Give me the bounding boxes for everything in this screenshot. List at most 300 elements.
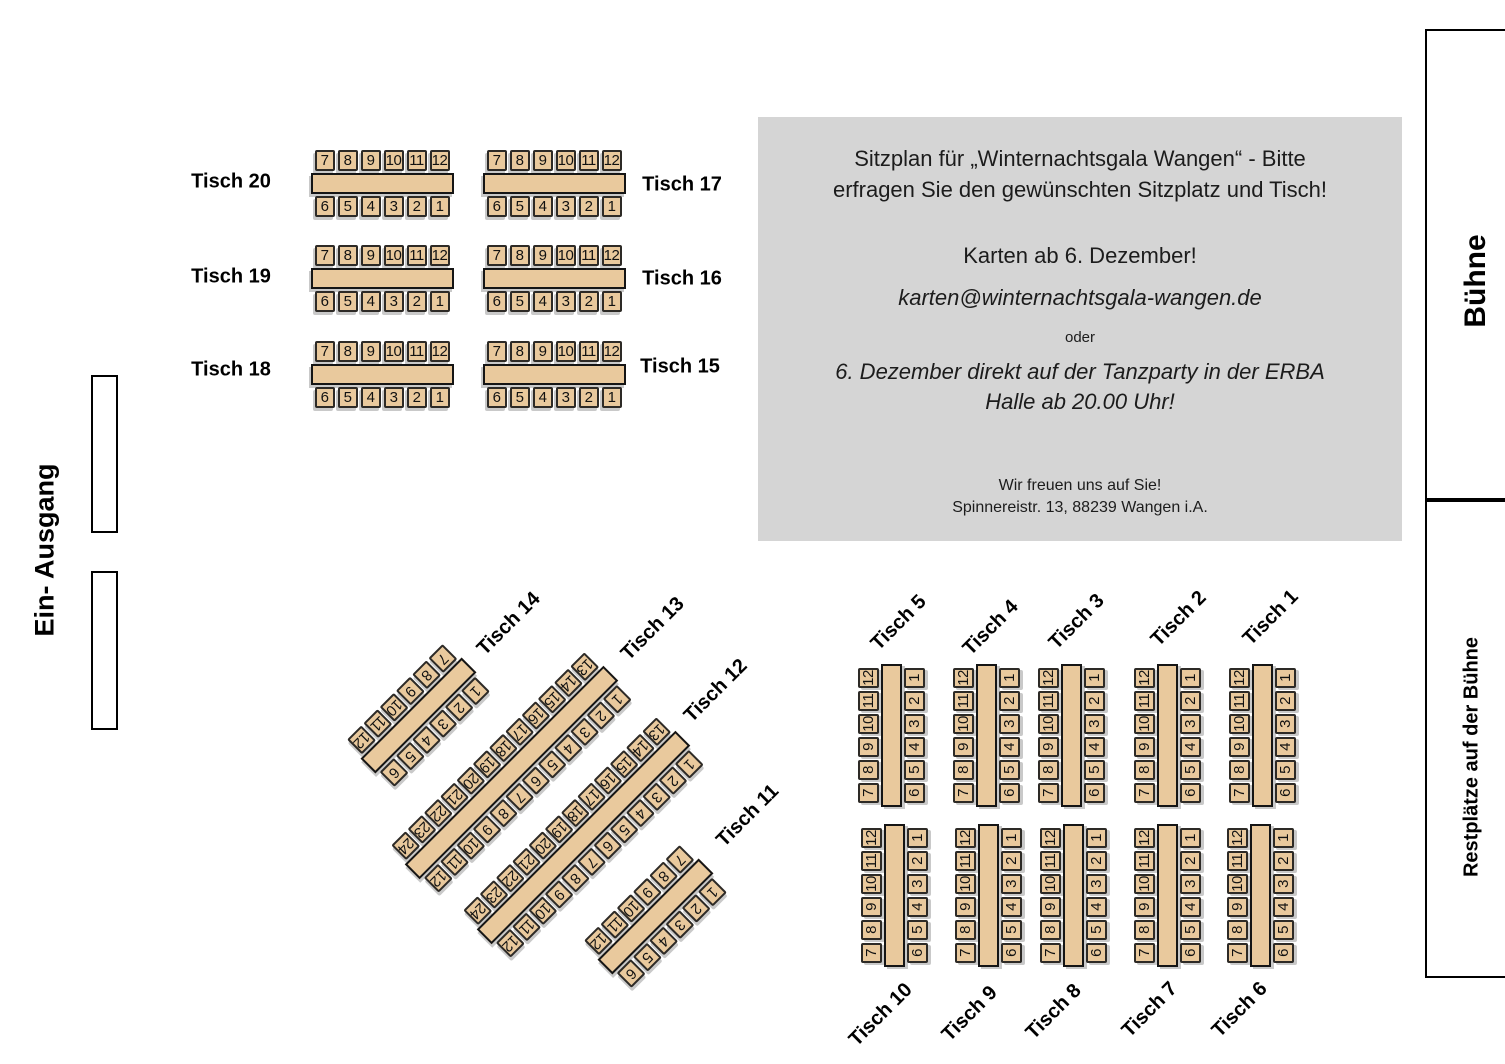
seat-number: 16 bbox=[595, 768, 619, 792]
seat-number: 2 bbox=[1181, 856, 1199, 865]
t20-seat-9 bbox=[361, 150, 381, 171]
t15-seat-1 bbox=[602, 387, 622, 408]
seat-number: 2 bbox=[1085, 696, 1103, 705]
seat-number: 2 bbox=[584, 388, 593, 406]
label-tisch-15: Tisch 15 bbox=[640, 355, 720, 378]
info-closing-line: Wir freuen uns auf Sie! bbox=[998, 477, 1162, 494]
t16-seat-3 bbox=[556, 291, 576, 312]
t1-seat-10 bbox=[1229, 714, 1250, 734]
t15-seat-12 bbox=[602, 341, 622, 362]
seat-number: 12 bbox=[1135, 669, 1153, 686]
seat-number: 20 bbox=[530, 833, 554, 857]
table-surface bbox=[483, 268, 626, 289]
t19-seat-9 bbox=[361, 245, 381, 266]
seat-row bbox=[1134, 824, 1155, 967]
t20-seat-11 bbox=[407, 150, 427, 171]
t4-seat-11 bbox=[953, 691, 974, 711]
table-surface bbox=[1250, 824, 1271, 967]
t5-seat-4 bbox=[904, 737, 925, 757]
seat-number: 6 bbox=[526, 771, 545, 789]
seat-number: 11 bbox=[1041, 853, 1059, 868]
table-tisch-10 bbox=[861, 824, 928, 967]
t17-seat-3 bbox=[556, 196, 576, 217]
t6-seat-8 bbox=[1227, 920, 1248, 940]
seat-row bbox=[483, 150, 626, 171]
t15-seat-4 bbox=[533, 387, 553, 408]
seat-number: 8 bbox=[859, 765, 877, 774]
seat-number: 6 bbox=[908, 948, 926, 957]
table-surface bbox=[311, 364, 454, 385]
seat-number: 3 bbox=[1085, 719, 1103, 728]
seat-number: 5 bbox=[542, 755, 561, 773]
seat-number: 2 bbox=[663, 771, 682, 789]
t3-seat-7 bbox=[1038, 783, 1059, 803]
table-tisch-16 bbox=[483, 245, 626, 312]
seat-number: 11 bbox=[409, 246, 424, 264]
t4-seat-12 bbox=[953, 668, 974, 688]
seat-number: 5 bbox=[1276, 765, 1294, 774]
t7-seat-7 bbox=[1134, 943, 1155, 963]
label-tisch-6: Tisch 6 bbox=[1207, 977, 1272, 1042]
t3-seat-8 bbox=[1038, 760, 1059, 780]
label-tisch-11: Tisch 11 bbox=[712, 780, 784, 852]
label-tisch-20: Tisch 20 bbox=[191, 170, 271, 193]
seat-number: 6 bbox=[1181, 948, 1199, 957]
t1-seat-12 bbox=[1229, 668, 1250, 688]
seat-row bbox=[1001, 824, 1022, 967]
seat-number: 11 bbox=[1039, 693, 1057, 708]
seat-number: 5 bbox=[515, 388, 524, 406]
t18-seat-6 bbox=[315, 387, 335, 408]
seat-number: 10 bbox=[619, 896, 643, 920]
t9-seat-2 bbox=[1001, 851, 1022, 871]
seat-number: 1 bbox=[1002, 833, 1020, 842]
seat-number: 7 bbox=[492, 246, 501, 264]
t3-seat-4 bbox=[1084, 737, 1105, 757]
seat-number: 10 bbox=[1135, 715, 1153, 732]
seat-number: 2 bbox=[412, 197, 421, 215]
t2-seat-10 bbox=[1134, 714, 1155, 734]
label-tisch-9: Tisch 9 bbox=[937, 981, 1002, 1046]
seat-number: 12 bbox=[1135, 829, 1153, 846]
seat-number: 4 bbox=[908, 902, 926, 911]
t8-seat-3 bbox=[1086, 874, 1107, 894]
seat-number: 2 bbox=[412, 388, 421, 406]
seat-row bbox=[483, 341, 626, 362]
seat-number: 5 bbox=[1000, 765, 1018, 774]
seat-number: 23 bbox=[409, 817, 434, 841]
seat-number: 9 bbox=[1230, 742, 1248, 751]
entrance-door-upper bbox=[91, 375, 118, 533]
entrance-door-lower bbox=[91, 571, 118, 730]
table-surface bbox=[311, 268, 454, 289]
seat-number: 7 bbox=[320, 246, 329, 264]
seat-number: 2 bbox=[449, 698, 468, 716]
seat-number: 5 bbox=[401, 746, 419, 765]
t18-seat-9 bbox=[361, 341, 381, 362]
t20-seat-5 bbox=[338, 196, 358, 217]
t19-seat-10 bbox=[384, 245, 404, 266]
table-tisch-5 bbox=[858, 664, 925, 807]
t7-seat-3 bbox=[1180, 874, 1201, 894]
t10-seat-5 bbox=[907, 920, 928, 940]
table-surface bbox=[978, 824, 999, 967]
seat-number: 4 bbox=[366, 197, 375, 215]
t10-seat-11 bbox=[861, 851, 882, 871]
seat-number: 8 bbox=[1135, 925, 1153, 934]
seat-number: 1 bbox=[435, 292, 444, 310]
t8-seat-1 bbox=[1086, 828, 1107, 848]
seat-number: 12 bbox=[1041, 829, 1059, 846]
t6-seat-10 bbox=[1227, 874, 1248, 894]
seat-number: 1 bbox=[1085, 673, 1103, 682]
label-tisch-10: Tisch 10 bbox=[844, 978, 917, 1051]
seat-number: 10 bbox=[557, 342, 574, 360]
seat-number: 1 bbox=[1276, 673, 1294, 682]
seat-number: 2 bbox=[1274, 856, 1292, 865]
t6-seat-3 bbox=[1273, 874, 1294, 894]
label-tisch-16: Tisch 16 bbox=[642, 267, 722, 290]
seat-number: 10 bbox=[385, 151, 402, 169]
seat-number: 9 bbox=[638, 882, 656, 901]
seat-number: 1 bbox=[1274, 833, 1292, 842]
seat-row bbox=[311, 341, 454, 362]
t17-seat-1 bbox=[602, 196, 622, 217]
table-tisch-6 bbox=[1227, 824, 1294, 967]
entrance-exit-label: Ein- Ausgang bbox=[29, 463, 60, 637]
t8-seat-8 bbox=[1040, 920, 1061, 940]
seat-number: 12 bbox=[431, 246, 448, 264]
seat-number: 1 bbox=[908, 833, 926, 842]
t10-seat-9 bbox=[861, 897, 882, 917]
t16-seat-6 bbox=[487, 291, 507, 312]
seat-number: 4 bbox=[366, 292, 375, 310]
t8-seat-12 bbox=[1040, 828, 1061, 848]
seat-number: 12 bbox=[956, 829, 974, 846]
seat-number: 8 bbox=[1135, 765, 1153, 774]
t2-seat-4 bbox=[1180, 737, 1201, 757]
t19-seat-5 bbox=[338, 291, 358, 312]
label-tisch-1: Tisch 1 bbox=[1238, 585, 1303, 650]
stage-rest-seats-label: Restplätze auf der Bühne bbox=[1460, 636, 1483, 878]
seat-number: 1 bbox=[607, 197, 616, 215]
seat-number: 15 bbox=[612, 752, 636, 776]
seat-number: 8 bbox=[1228, 925, 1246, 934]
seat-row bbox=[904, 664, 925, 807]
seat-row bbox=[1084, 664, 1105, 807]
seat-row bbox=[483, 245, 626, 266]
seat-number: 3 bbox=[389, 292, 398, 310]
seat-number: 1 bbox=[1000, 673, 1018, 682]
t3-seat-12 bbox=[1038, 668, 1059, 688]
t9-seat-11 bbox=[955, 851, 976, 871]
table-tisch-20 bbox=[311, 150, 454, 217]
t19-seat-12 bbox=[430, 245, 450, 266]
seat-number: 3 bbox=[1276, 719, 1294, 728]
seat-number: 6 bbox=[1000, 788, 1018, 797]
t3-seat-5 bbox=[1084, 760, 1105, 780]
seat-number: 6 bbox=[1002, 948, 1020, 957]
t9-seat-12 bbox=[955, 828, 976, 848]
t5-seat-8 bbox=[858, 760, 879, 780]
t4-seat-5 bbox=[999, 760, 1020, 780]
t8-seat-6 bbox=[1086, 943, 1107, 963]
t18-seat-8 bbox=[338, 341, 358, 362]
seat-row bbox=[1038, 664, 1059, 807]
seat-number: 8 bbox=[515, 151, 524, 169]
seat-number: 3 bbox=[670, 915, 689, 933]
seat-number: 8 bbox=[515, 246, 524, 264]
t4-seat-10 bbox=[953, 714, 974, 734]
t4-seat-3 bbox=[999, 714, 1020, 734]
seat-number: 8 bbox=[1230, 765, 1248, 774]
seat-number: 11 bbox=[581, 246, 596, 264]
table-surface bbox=[884, 824, 905, 967]
seat-number: 1 bbox=[1087, 833, 1105, 842]
table-tisch-1 bbox=[1229, 664, 1296, 807]
seat-number: 3 bbox=[575, 722, 593, 741]
seat-number: 5 bbox=[515, 197, 524, 215]
seat-number: 9 bbox=[538, 342, 547, 360]
seat-number: 2 bbox=[1087, 856, 1105, 865]
seat-number: 1 bbox=[703, 882, 721, 901]
seat-number: 4 bbox=[1000, 742, 1018, 751]
seat-number: 8 bbox=[1039, 765, 1057, 774]
seat-number: 10 bbox=[385, 246, 402, 264]
t17-seat-12 bbox=[602, 150, 622, 171]
seat-number: 9 bbox=[1228, 902, 1246, 911]
seat-number: 7 bbox=[859, 788, 877, 797]
seat-number: 24 bbox=[393, 833, 417, 857]
t4-seat-7 bbox=[953, 783, 974, 803]
seat-number: 9 bbox=[366, 246, 375, 264]
t16-seat-4 bbox=[533, 291, 553, 312]
seat-number: 1 bbox=[607, 292, 616, 310]
t1-seat-1 bbox=[1275, 668, 1296, 688]
t4-seat-1 bbox=[999, 668, 1020, 688]
info-event-line2: Halle ab 20.00 Uhr! bbox=[985, 389, 1175, 414]
t8-seat-2 bbox=[1086, 851, 1107, 871]
seat-number: 7 bbox=[320, 151, 329, 169]
seat-number: 12 bbox=[603, 151, 620, 169]
seat-number: 19 bbox=[547, 817, 571, 841]
t16-seat-12 bbox=[602, 245, 622, 266]
seat-number: 6 bbox=[1085, 788, 1103, 797]
seat-number: 3 bbox=[389, 388, 398, 406]
info-footer bbox=[758, 475, 1402, 519]
info-email: karten@winternachtsgala-wangen.de bbox=[898, 285, 1262, 310]
t18-seat-10 bbox=[384, 341, 404, 362]
table-surface bbox=[1252, 664, 1273, 807]
seat-number: 7 bbox=[956, 948, 974, 957]
seat-row bbox=[999, 664, 1020, 807]
t19-seat-2 bbox=[407, 291, 427, 312]
seat-number: 9 bbox=[1135, 902, 1153, 911]
seat-number: 6 bbox=[905, 788, 923, 797]
seat-number: 4 bbox=[1181, 742, 1199, 751]
seat-number: 9 bbox=[956, 902, 974, 911]
table-tisch-15 bbox=[483, 341, 626, 408]
t1-seat-7 bbox=[1229, 783, 1250, 803]
seat-number: 23 bbox=[481, 882, 506, 906]
seat-number: 9 bbox=[366, 342, 375, 360]
t17-seat-11 bbox=[579, 150, 599, 171]
t2-seat-1 bbox=[1180, 668, 1201, 688]
t1-seat-4 bbox=[1275, 737, 1296, 757]
seat-number: 1 bbox=[1181, 673, 1199, 682]
info-event-line1: 6. Dezember direkt auf der Tanzparty in der ERBA bbox=[835, 359, 1325, 384]
t20-seat-8 bbox=[338, 150, 358, 171]
info-event-lines bbox=[758, 357, 1402, 417]
t5-seat-11 bbox=[858, 691, 879, 711]
seat-number: 7 bbox=[862, 948, 880, 957]
seat-number: 8 bbox=[494, 803, 512, 822]
seat-number: 6 bbox=[1087, 948, 1105, 957]
seat-number: 10 bbox=[557, 151, 574, 169]
t7-seat-1 bbox=[1180, 828, 1201, 848]
seat-number: 5 bbox=[1002, 925, 1020, 934]
seat-number: 7 bbox=[1228, 948, 1246, 957]
seat-number: 8 bbox=[566, 868, 584, 887]
seat-number: 10 bbox=[557, 246, 574, 264]
t16-seat-10 bbox=[556, 245, 576, 266]
seat-number: 22 bbox=[426, 801, 450, 825]
seat-number: 11 bbox=[603, 912, 626, 936]
seat-number: 8 bbox=[1041, 925, 1059, 934]
t10-seat-12 bbox=[861, 828, 882, 848]
t16-seat-1 bbox=[602, 291, 622, 312]
seat-number: 2 bbox=[584, 292, 593, 310]
seat-number: 3 bbox=[1181, 719, 1199, 728]
t10-seat-2 bbox=[907, 851, 928, 871]
seat-number: 12 bbox=[603, 342, 620, 360]
seat-number: 6 bbox=[1274, 948, 1292, 957]
seat-number: 7 bbox=[670, 850, 689, 868]
seat-number: 14 bbox=[556, 670, 580, 695]
t18-seat-5 bbox=[338, 387, 358, 408]
t2-seat-9 bbox=[1134, 737, 1155, 757]
info-address-line: Spinnereistr. 13, 88239 Wangen i.A. bbox=[952, 499, 1208, 516]
seat-number: 5 bbox=[614, 820, 633, 838]
t1-seat-5 bbox=[1275, 760, 1296, 780]
t7-seat-8 bbox=[1134, 920, 1155, 940]
seat-number: 3 bbox=[433, 714, 452, 732]
t7-seat-2 bbox=[1180, 851, 1201, 871]
t3-seat-6 bbox=[1084, 783, 1105, 803]
t6-seat-12 bbox=[1227, 828, 1248, 848]
seat-row bbox=[1275, 664, 1296, 807]
t4-seat-4 bbox=[999, 737, 1020, 757]
t16-seat-11 bbox=[579, 245, 599, 266]
seat-number: 10 bbox=[382, 695, 406, 719]
t1-seat-8 bbox=[1229, 760, 1250, 780]
seat-number: 10 bbox=[1230, 715, 1248, 732]
seat-number: 9 bbox=[862, 902, 880, 911]
t18-seat-12 bbox=[430, 341, 450, 362]
t5-seat-12 bbox=[858, 668, 879, 688]
t5-seat-1 bbox=[904, 668, 925, 688]
seat-number: 8 bbox=[954, 765, 972, 774]
t10-seat-6 bbox=[907, 943, 928, 963]
seat-number: 11 bbox=[954, 693, 972, 708]
t3-seat-1 bbox=[1084, 668, 1105, 688]
seat-number: 5 bbox=[1274, 925, 1292, 934]
t19-seat-7 bbox=[315, 245, 335, 266]
t6-seat-7 bbox=[1227, 943, 1248, 963]
t17-seat-10 bbox=[556, 150, 576, 171]
seat-number: 4 bbox=[559, 738, 577, 757]
seat-number: 24 bbox=[465, 898, 489, 922]
seat-number: 21 bbox=[514, 849, 538, 873]
seat-number: 10 bbox=[862, 875, 880, 892]
seat-number: 6 bbox=[320, 292, 329, 310]
t17-seat-9 bbox=[533, 150, 553, 171]
table-tisch-7 bbox=[1134, 824, 1201, 967]
t15-seat-10 bbox=[556, 341, 576, 362]
seat-number: 4 bbox=[1085, 742, 1103, 751]
t4-seat-2 bbox=[999, 691, 1020, 711]
seat-number: 10 bbox=[1041, 875, 1059, 892]
seat-number: 22 bbox=[498, 866, 522, 890]
info-title-line1: Sitzplan für „Winternachtsgala Wangen“ - Bitte bbox=[854, 146, 1306, 171]
seat-number: 8 bbox=[343, 151, 352, 169]
t15-seat-9 bbox=[533, 341, 553, 362]
t6-seat-6 bbox=[1273, 943, 1294, 963]
t17-seat-4 bbox=[533, 196, 553, 217]
t1-seat-2 bbox=[1275, 691, 1296, 711]
seat-number: 8 bbox=[343, 342, 352, 360]
t3-seat-11 bbox=[1038, 691, 1059, 711]
table-surface bbox=[1157, 824, 1178, 967]
t9-seat-1 bbox=[1001, 828, 1022, 848]
t7-seat-5 bbox=[1180, 920, 1201, 940]
seat-number: 6 bbox=[384, 763, 403, 781]
t18-seat-4 bbox=[361, 387, 381, 408]
seat-number: 12 bbox=[431, 342, 448, 360]
seat-number: 9 bbox=[538, 151, 547, 169]
seat-number: 9 bbox=[954, 742, 972, 751]
seat-number: 3 bbox=[1181, 879, 1199, 888]
table-surface bbox=[1157, 664, 1178, 807]
t20-seat-12 bbox=[430, 150, 450, 171]
t17-seat-6 bbox=[487, 196, 507, 217]
seat-number: 4 bbox=[905, 742, 923, 751]
seat-number: 5 bbox=[1181, 925, 1199, 934]
seat-number: 5 bbox=[908, 925, 926, 934]
seat-row bbox=[1229, 664, 1250, 807]
t9-seat-4 bbox=[1001, 897, 1022, 917]
seat-number: 8 bbox=[862, 925, 880, 934]
seat-row bbox=[311, 387, 454, 408]
seat-number: 18 bbox=[491, 736, 515, 760]
seat-row bbox=[1273, 824, 1294, 967]
seat-number: 12 bbox=[862, 829, 880, 846]
seat-number: 5 bbox=[1087, 925, 1105, 934]
seat-number: 1 bbox=[905, 673, 923, 682]
seat-number: 1 bbox=[435, 197, 444, 215]
t6-seat-1 bbox=[1273, 828, 1294, 848]
table-tisch-18 bbox=[311, 341, 454, 408]
seat-number: 7 bbox=[1039, 788, 1057, 797]
t2-seat-3 bbox=[1180, 714, 1201, 734]
seat-row bbox=[858, 664, 879, 807]
seat-number: 13 bbox=[572, 654, 596, 678]
t9-seat-3 bbox=[1001, 874, 1022, 894]
info-tickets-line: Karten ab 6. Dezember! bbox=[963, 243, 1197, 268]
table-tisch-3 bbox=[1038, 664, 1105, 807]
seat-number: 4 bbox=[1181, 902, 1199, 911]
t17-seat-7 bbox=[487, 150, 507, 171]
